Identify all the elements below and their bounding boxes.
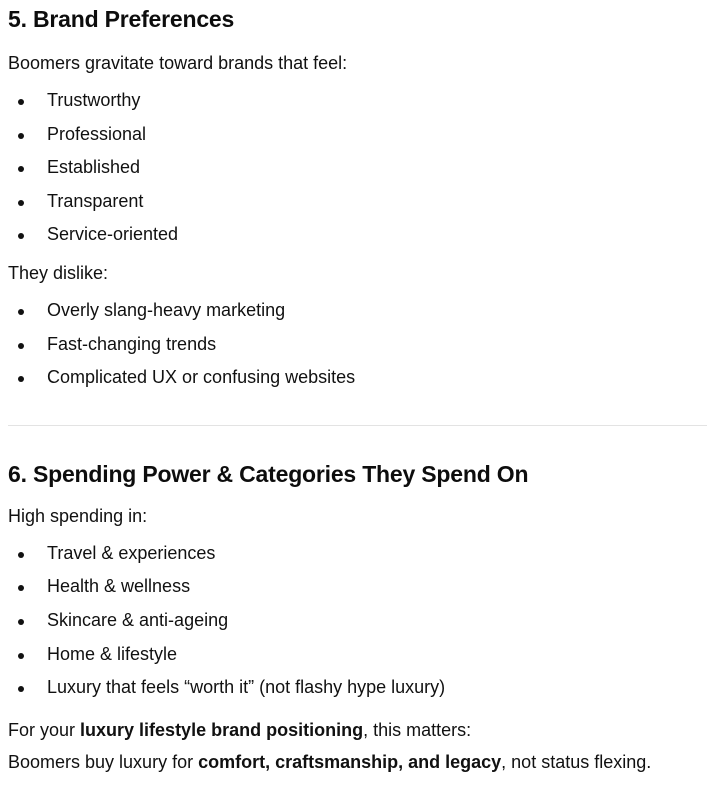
list-item: Overly slang-heavy marketing (8, 294, 707, 328)
dislike-intro: They dislike: (8, 262, 109, 283)
brand-dislikes-list (8, 294, 707, 395)
list-item: Service-oriented (8, 218, 707, 252)
list-item: Skincare & anti-ageing (8, 604, 707, 638)
positioning-emphasis: luxury lifestyle brand positioning (80, 719, 364, 740)
bullet-icon (18, 99, 24, 105)
section-heading-brand-preferences: 5. Brand Preferences (8, 6, 235, 32)
bullet-icon (18, 585, 24, 591)
brand-likes-list (8, 84, 707, 252)
bullet-icon (18, 653, 24, 659)
list-item: Health & wellness (8, 570, 707, 604)
bullet-icon (18, 309, 24, 315)
list-item: Professional (8, 118, 707, 152)
luxury-motivation-note: Boomers buy luxury for comfort, craftsmanship, and legacy, not status flexing. (8, 751, 652, 772)
brand-preferences-intro: Boomers gravitate toward brands that feel: (8, 53, 348, 73)
bullet-icon (18, 619, 24, 625)
luxury-motivation-emphasis: comfort, craftsmanship, and legacy (198, 751, 502, 772)
bullet-icon (18, 166, 24, 172)
bullet-icon (18, 686, 24, 692)
positioning-note: For your luxury lifestyle brand positioning, this matters: (8, 719, 472, 740)
list-item: Trustworthy (8, 84, 707, 118)
list-item: Complicated UX or confusing websites (8, 361, 707, 395)
spending-intro: High spending in: (8, 505, 148, 526)
list-item: Travel & experiences (8, 537, 707, 571)
bullet-icon (18, 552, 24, 558)
bullet-icon (18, 233, 24, 239)
list-item: Luxury that feels “worth it” (not flashy hype luxury) (8, 671, 707, 705)
spending-categories-list (8, 537, 707, 705)
section-heading-spending-power: 6. Spending Power & Categories They Spend On (8, 460, 529, 487)
bullet-icon (18, 133, 24, 139)
list-item: Fast-changing trends (8, 328, 707, 362)
bullet-icon (18, 200, 24, 206)
bullet-icon (18, 343, 24, 349)
bullet-icon (18, 376, 24, 382)
list-item: Transparent (8, 185, 707, 219)
document (8, 0, 707, 777)
list-item: Established (8, 151, 707, 185)
list-item: Home & lifestyle (8, 638, 707, 672)
